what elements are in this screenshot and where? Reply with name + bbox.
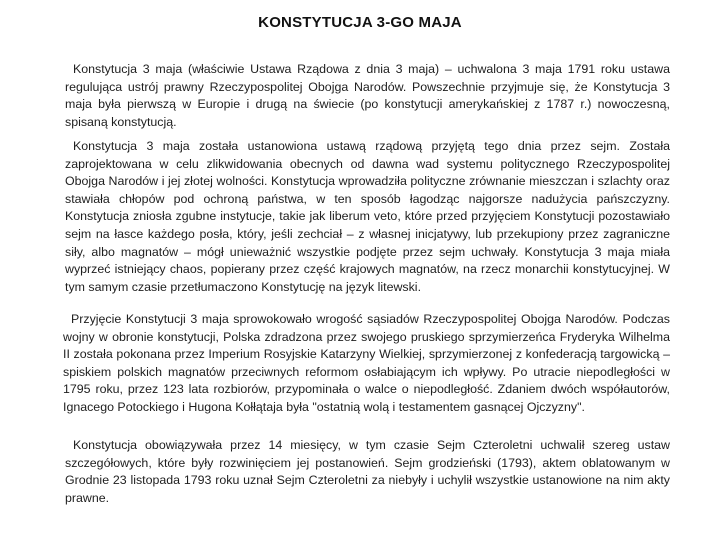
paragraph-establishment: Konstytucja 3 maja została ustanowiona ustawą rządową przyjętą tego dnia przez sejm. Została zaprojektowana w celu zlikwidowania obecnych od dawna wad systemu politycznego Rzeczypospolitej Obojga Narodów i jej złotej wolności. Konstytucja wprowadziła polityczne zrównanie mieszczan i szlachty oraz stawiała chłopów pod ochroną państwa, w ten sposób łagodząc najgorsze nadużycia pańszczyzny. Konstytucja zniosła zgubne instytucje, takie jak liberum veto, które przed przyjęciem Konstytucji pozostawiało sejm na łasce każdego posła, który, jeśli zechciał – z własnej inicjatywy, lub przekupiony przez zagraniczne siły, albo magnatów – mógł unieważnić wszystkie podjęte przez sejm uchwały. Konstytucja 3 maja miała wyprzeć istniejący chaos, popierany przez część krajowych magnatów, na rzecz monarchii konstytucyjnej. W tym samym czasie przetłumaczono Konstytucję na język litewski.	[65, 139, 670, 294]
paragraph-consequences: Przyjęcie Konstytucji 3 maja sprowokowało wrogość sąsiadów Rzeczypospolitej Obojga Narodów. Podczas wojny w obronie konstytucji, Polska zdradzona przez swojego pruskiego sprzymierzeńca Fryderyka Wilhelma II została pokonana przez Imperium Rosyjskie Katarzyny Wielkiej, sprzymierzonej z konfederacją targowicką – spiskiem polskich magnatów przeciwnych reformom osłabiającym ich wpływy. Po utracie niepodległości w 1795 roku, przez 123 lata rozbiorów, przypominała o walce o niepodległość. Zdaniem dwóch współautorów, Ignacego Potockiego i Hugona Kołłątaja była "ostatnią wolą i testamentem gasnącej Ojczyzny".	[63, 312, 670, 414]
document-title: KONSTYTUCJA 3-GO MAJA	[258, 14, 462, 31]
paragraph-intro: Konstytucja 3 maja (właściwie Ustawa Rządowa z dnia 3 maja) – uchwalona 3 maja 1791 roku ustawa regulująca ustrój prawny Rzeczypospolitej Obojga Narodów. Powszechnie przyjmuje się, że Konstytucja 3 maja była pierwszą w Europie i drugą na świecie (po konstytucji amerykańskiej z 1787 r.) nowoczesną, spisaną konstytucją.	[65, 62, 670, 129]
paragraph-validity: Konstytucja obowiązywała przez 14 miesięcy, w tym czasie Sejm Czteroletni uchwalił szereg ustaw szczegółowych, które były rozwinięciem jej postanowień. Sejm grodzieński (1793), aktem oblatowanym w Grodnie 23 listopada 1793 roku uznał Sejm Czteroletni za niebyły i uchylił wszystkie ustanowione na nim akty prawne.	[65, 438, 670, 505]
